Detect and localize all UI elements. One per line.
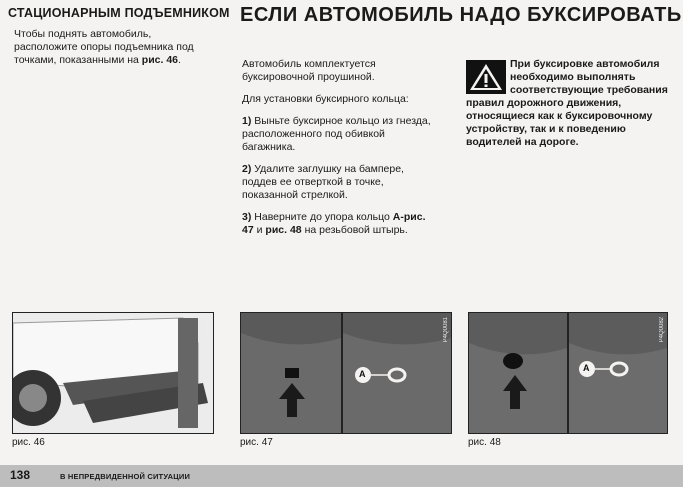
figure-46-image (12, 312, 214, 434)
figure-48-label: A (583, 363, 590, 373)
figure-48-image-right (568, 312, 668, 434)
figure-47-image-left (240, 312, 342, 434)
car-on-lift-illustration (13, 313, 213, 433)
figure-47-code: P4Q0081 (443, 317, 449, 343)
figure-48-caption: рис. 48 (468, 437, 501, 448)
figure-47-label: A (359, 369, 366, 379)
figure-46-code: P4Q0080 (205, 317, 211, 343)
towing-instructions (242, 58, 440, 246)
step-3: 3) Наверните до упора кольцо A-рис. 47 и рис. 48 на резьбовой штырь. (242, 211, 426, 236)
figure-48-code: P4Q0082 (659, 317, 665, 343)
step-2: 2) Удалите заглушку на бампере, поддев ее отверткой в точке, показанной стрелкой. (242, 163, 404, 201)
left-paragraph: Чтобы поднять автомобиль, расположите опоры подъемника под точками, показанными на рис. 46. (14, 28, 194, 66)
bumper-plug-illustration (469, 313, 567, 433)
warning-text: При буксировке автомобиля необходимо выполнять соответствующие требования правил дорожного движения, относящиеся как к буксировочному устройству, так и к поведению водителей на дороге. (466, 58, 668, 148)
figure-reference: рис. 46 (141, 54, 179, 66)
figure-47-image-right (342, 312, 452, 434)
page-title: ЕСЛИ АВТОМОБИЛЬ НАДО БУКСИРОВАТЬ (240, 4, 682, 26)
setup-paragraph: Для установки буксирного кольца: (242, 93, 409, 105)
figure-47-caption: рис. 47 (240, 437, 273, 448)
bumper-plug-illustration (241, 313, 341, 433)
step-1: 1) Выньте буксирное кольцо из гнезда, расположенного под обивкой багажника. (242, 115, 431, 153)
left-heading: СТАЦИОНАРНЫМ ПОДЪЕМНИКОМ (8, 6, 230, 20)
section-name: В НЕПРЕДВИДЕННОЙ СИТУАЦИИ (60, 472, 191, 481)
intro-paragraph: Автомобиль комплектуется буксировочной проушиной. (242, 58, 376, 83)
tow-ring-illustration (569, 313, 667, 433)
page-number: 138 (10, 468, 31, 482)
figure-48-image-left (468, 312, 568, 434)
figure-46-caption: рис. 46 (12, 437, 45, 448)
